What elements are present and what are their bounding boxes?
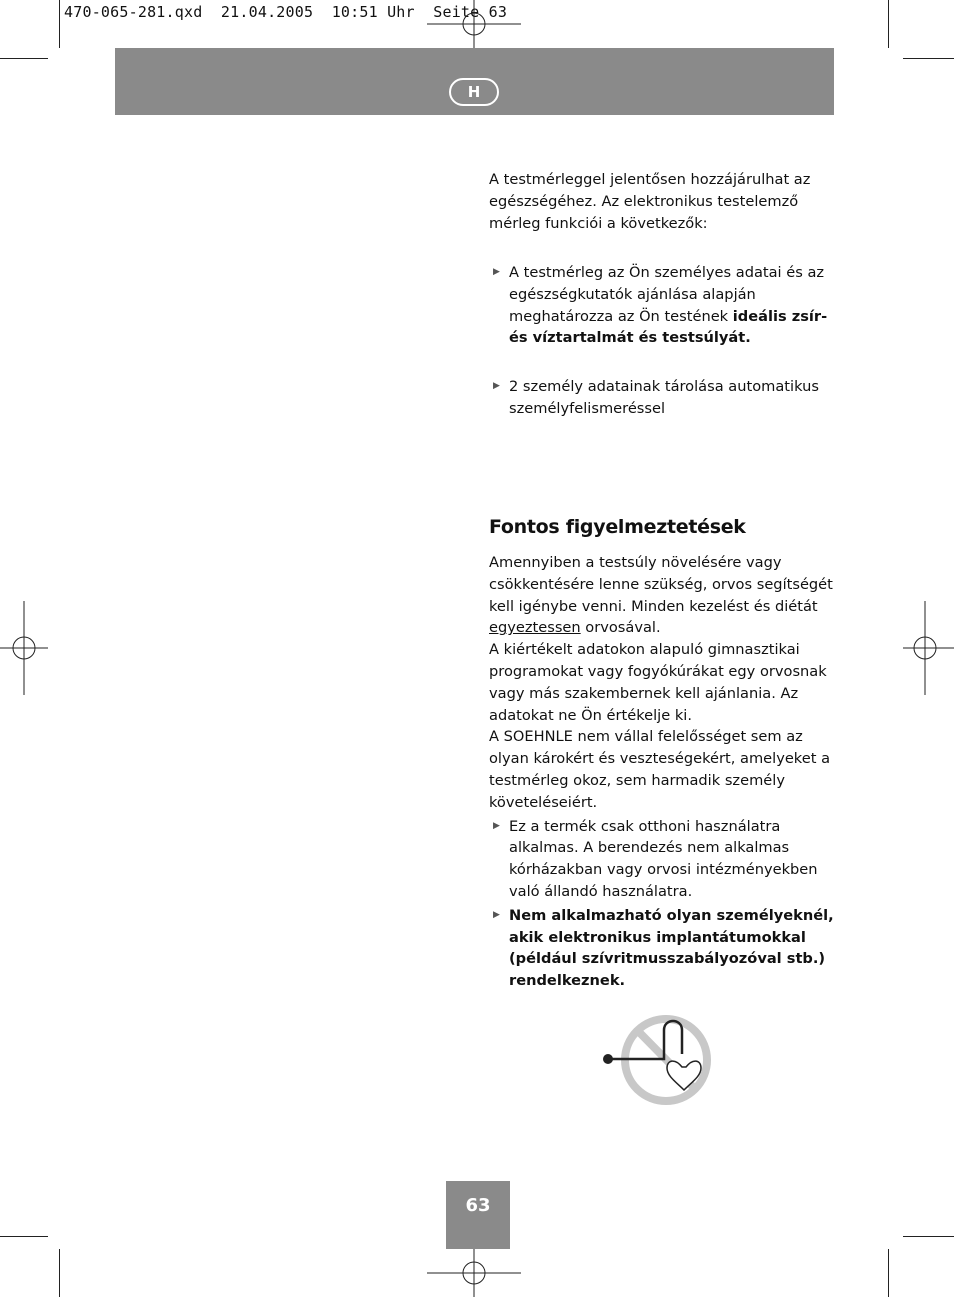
warnings-body <box>489 552 841 992</box>
triangle-right-icon: ▶ <box>493 267 500 277</box>
p1-underlined: egyeztessen <box>489 619 581 637</box>
feature-text: 2 személy adatainak tárolása automatikus személyfelismeréssel <box>509 378 819 417</box>
feature-text: A testmérleg az Ön személyes adatai és az egészségkutatók ajánlása alapján meghatározza az Ön testének <box>509 264 825 325</box>
warning-paragraph-2: A kiértékelt adatokon alapuló gimnasztikai programokat vagy fogyókúrákat egy orvosnak vagy más szakembernek kell ajánlania. Az adatokat ne Ön értékelje ki. <box>489 641 827 724</box>
file-header: 470-065-281.qxd 21.04.2005 10:51 Uhr Seite 63 <box>64 3 508 21</box>
list-item <box>489 262 841 349</box>
list-item <box>489 816 841 903</box>
warning-bullet-1: Ez a termék csak otthoni használatra alkalmas. A berendezés nem alkalmas kórházakban vagy orvosi intézményekben való állandó használatra. <box>509 817 818 900</box>
triangle-right-icon: ▶ <box>493 820 500 831</box>
list-item <box>489 905 841 992</box>
no-pacemaker-icon <box>598 1010 718 1110</box>
language-badge: H <box>449 78 499 106</box>
p1-text-a: Amennyiben a testsúly növelésére vagy csökkentésére lenne szükség, orvos segítségét kell igénybe venni. Minden kezelést és diétát <box>489 554 833 615</box>
section-heading: Fontos figyelmeztetések <box>489 516 746 538</box>
triangle-right-icon: ▶ <box>493 909 500 920</box>
triangle-right-icon: ▶ <box>493 381 500 391</box>
warning-paragraph-3: A SOEHNLE nem vállal felelősséget sem az olyan károkért és veszteségekért, amelyeket a testmérleg okoz, sem harmadik személy követeléseiért. <box>489 728 831 811</box>
intro-paragraph: A testmérleggel jelentősen hozzájárulhat az egészségéhez. Az elektronikus testelemző mérleg funkciói a következők: <box>489 171 811 232</box>
page-number: 63 <box>446 1181 510 1249</box>
warning-paragraph-1 <box>489 552 841 639</box>
list-item <box>489 376 841 420</box>
p1-text-b: orvosával. <box>580 619 661 637</box>
feature-bold-text: ideális zsír- és víztartalmát és testsúlyát. <box>509 307 828 347</box>
feature-list-2 <box>489 376 841 420</box>
feature-list <box>489 262 841 349</box>
warning-bullet-2: Nem alkalmazható olyan személyeknél, akik elektronikus implantátumokkal (például szívritmusszabályozóval stb.) rendelkeznek. <box>509 906 834 990</box>
